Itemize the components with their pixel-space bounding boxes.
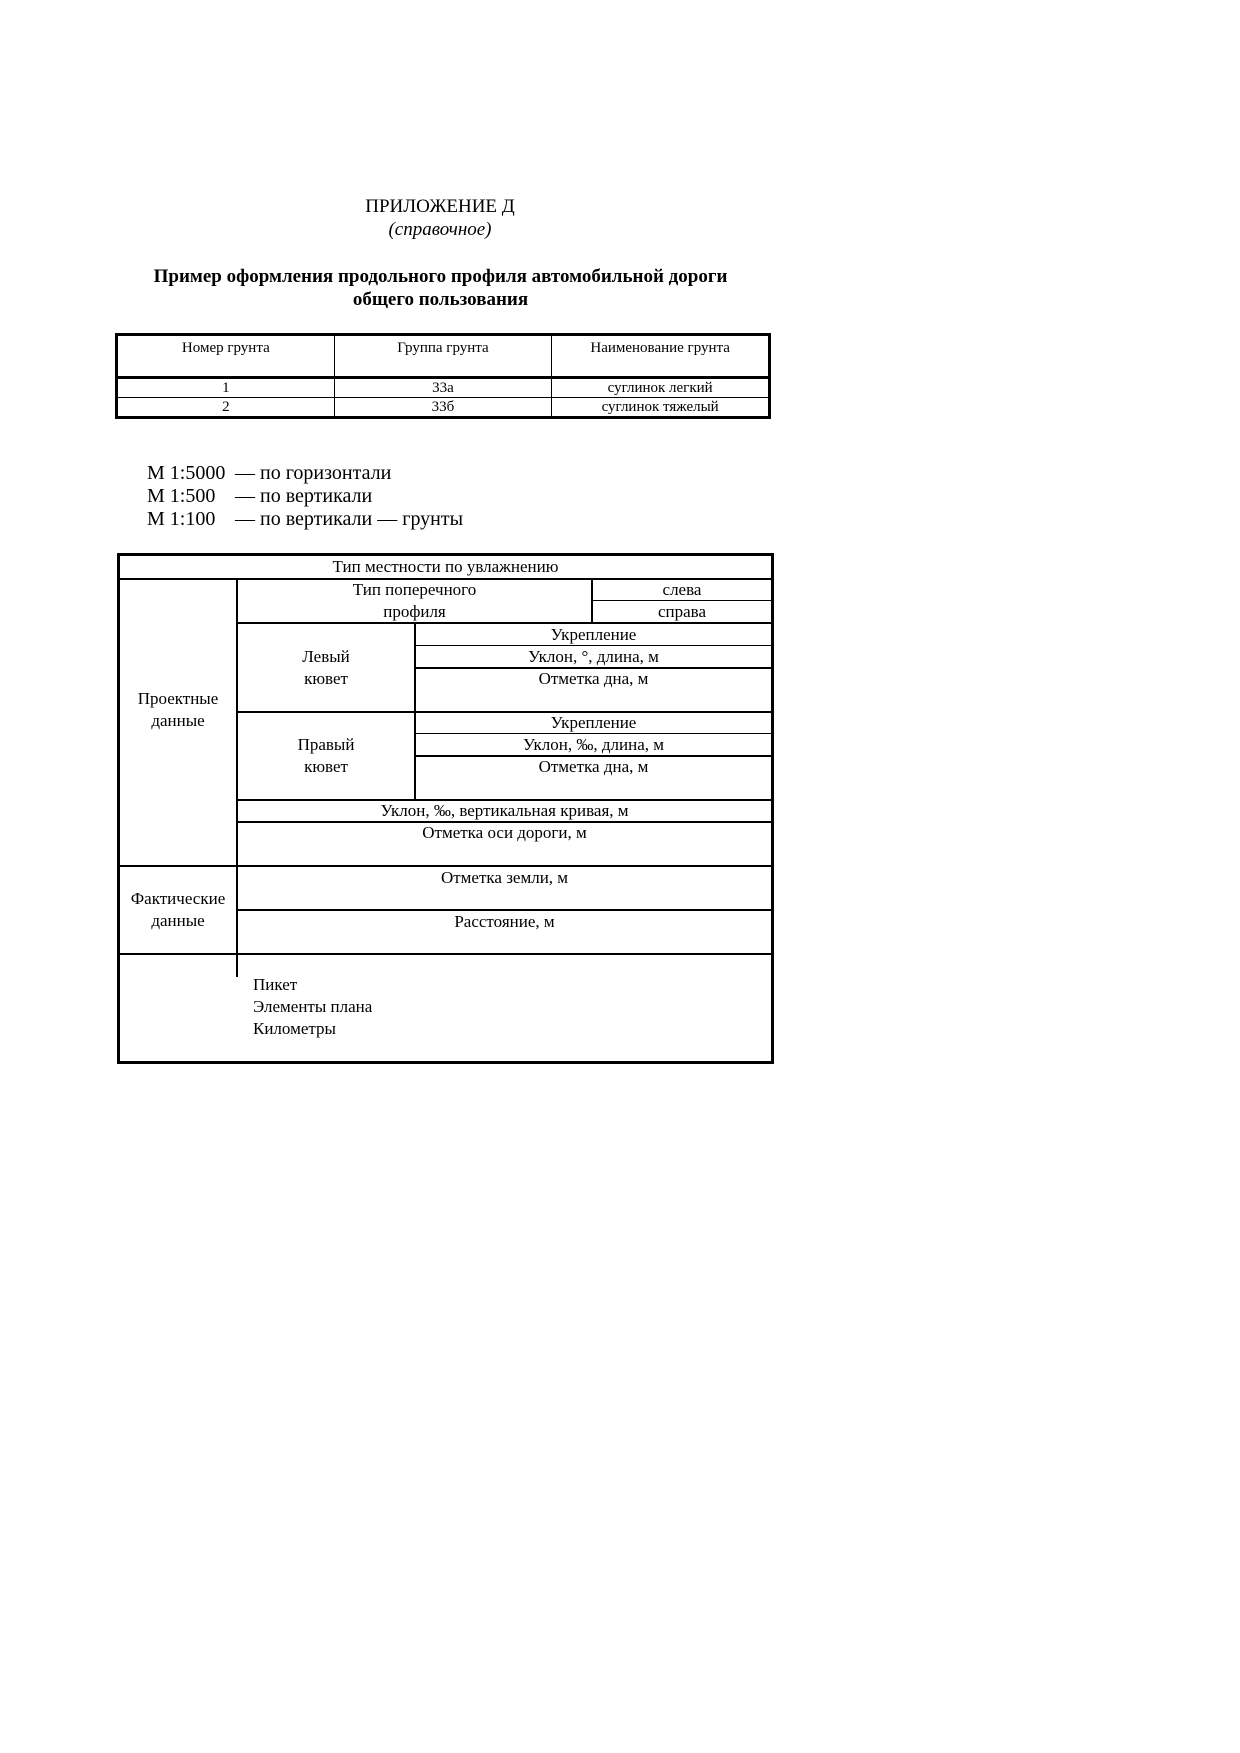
kilometers-label: Километры <box>253 1019 336 1038</box>
cross-profile-left: слева <box>662 580 702 599</box>
soil-group: 33а <box>334 378 552 398</box>
scale-description: — по вертикали — грунты <box>235 508 464 530</box>
grid-line <box>120 953 771 955</box>
soil-table <box>115 333 771 419</box>
design-data-line-1: Проектные <box>137 689 219 708</box>
document-title-line-2: общего пользования <box>352 289 529 310</box>
scale-line <box>147 485 372 508</box>
plan-elements-label: Элементы плана <box>253 997 373 1016</box>
road-axis-mark: Отметка оси дороги, м <box>422 823 587 842</box>
left-strengthening: Укрепление <box>550 625 637 644</box>
distance: Расстояние, м <box>454 912 555 931</box>
actual-data-line-1: Фактические <box>130 889 226 908</box>
left-ditch-label <box>238 646 414 690</box>
soil-table-header <box>117 335 770 378</box>
soil-col-group: Группа грунта <box>334 335 552 378</box>
appendix-note: (справочное) <box>388 219 492 240</box>
left-slope-length: Уклон, °, длина, м <box>528 647 659 666</box>
table-row <box>117 378 770 398</box>
scale-line <box>147 462 391 485</box>
footer-labels <box>253 974 372 1040</box>
left-ditch-line-2: кювет <box>304 669 348 688</box>
slope-vertical-curve: Уклон, ‰, вертикальная кривая, м <box>380 801 629 820</box>
document-title-line-1: Пример оформления продольного профиля автомобильной дороги <box>153 266 728 287</box>
cross-profile-label <box>238 579 591 623</box>
document-title <box>118 265 763 311</box>
right-bottom-mark: Отметка дна, м <box>538 757 649 776</box>
scale-value: М 1:100 <box>147 508 216 530</box>
scale-value: М 1:500 <box>147 485 216 507</box>
scale-description: — по вертикали <box>235 485 373 507</box>
soil-group: 33б <box>334 398 552 418</box>
table-row <box>117 398 770 418</box>
scale-line <box>147 508 463 531</box>
appendix-heading: ПРИЛОЖЕНИЕ Д <box>365 196 515 217</box>
scale-description: — по горизонтали <box>235 462 392 484</box>
profile-grid <box>117 553 774 1064</box>
right-strengthening: Укрепление <box>550 713 637 732</box>
ground-mark: Отметка земли, м <box>440 868 569 887</box>
right-ditch-label <box>238 734 414 778</box>
actual-data-line-2: данные <box>151 911 205 930</box>
actual-data-label <box>120 888 236 932</box>
soil-number: 2 <box>117 398 335 418</box>
scale-value: М 1:5000 <box>147 462 226 484</box>
soil-name: суглинок легкий <box>552 378 770 398</box>
cross-profile-right: справа <box>657 602 707 621</box>
soil-col-name: Наименование грунта <box>552 335 770 378</box>
left-bottom-mark: Отметка дна, м <box>538 669 649 688</box>
soil-name: суглинок тяжелый <box>552 398 770 418</box>
design-data-label <box>120 688 236 732</box>
design-data-line-2: данные <box>151 711 205 730</box>
soil-number: 1 <box>117 378 335 398</box>
left-ditch-line-1: Левый <box>302 647 350 666</box>
soil-col-number: Номер грунта <box>117 335 335 378</box>
cross-profile-line-2: профиля <box>383 602 446 621</box>
right-ditch-line-1: Правый <box>297 735 355 754</box>
right-ditch-line-2: кювет <box>304 757 348 776</box>
moisture-type-label: Тип местности по увлажнению <box>332 557 559 576</box>
cross-profile-line-1: Тип поперечного <box>352 580 477 599</box>
right-slope-length: Уклон, ‰, длина, м <box>522 735 664 754</box>
picket-label: Пикет <box>253 975 298 994</box>
